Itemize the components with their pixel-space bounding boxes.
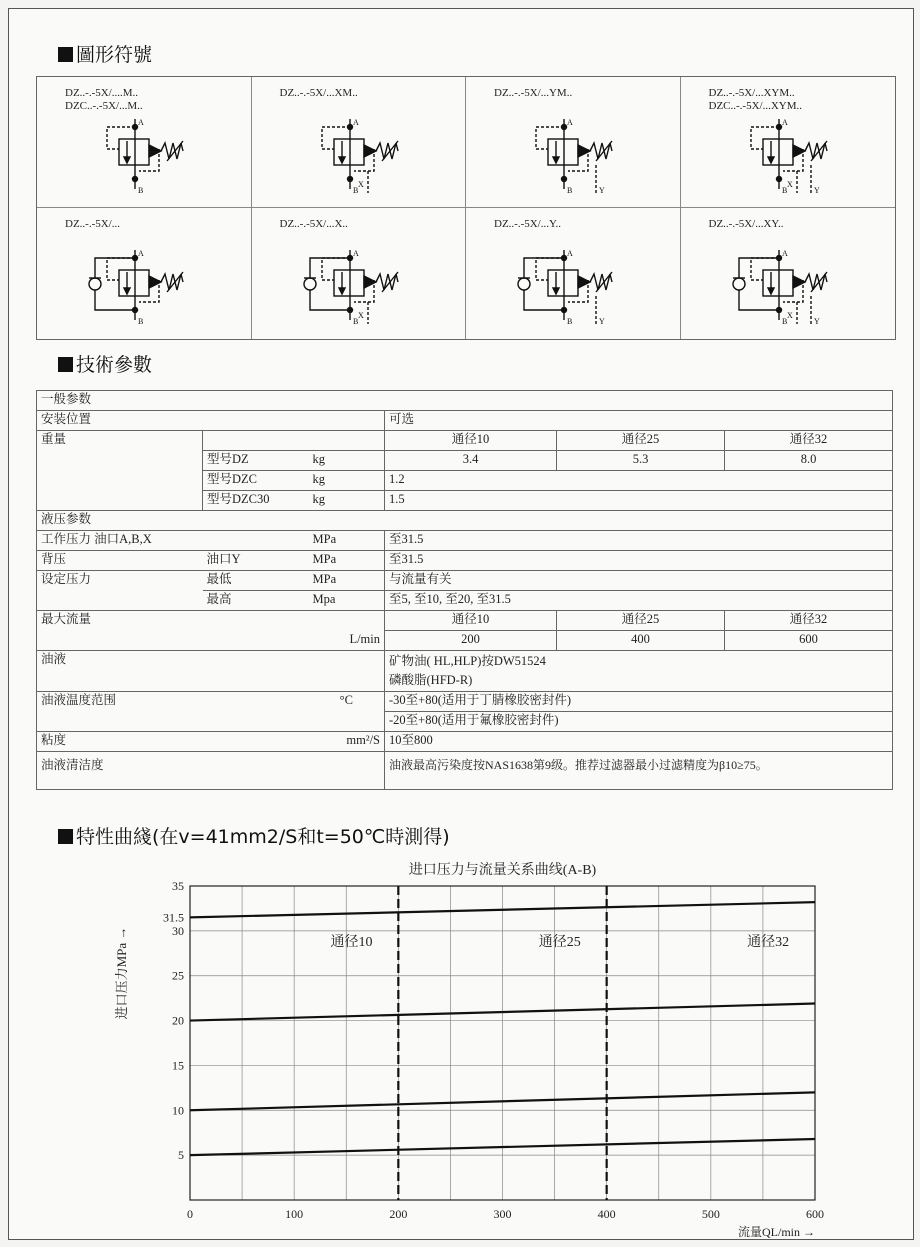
flow-dn32: 通径32 — [725, 611, 893, 631]
spacer-cell — [37, 491, 203, 511]
x-tick-label: 300 — [493, 1207, 512, 1221]
params-table — [36, 390, 893, 790]
y-tick-label: 5 — [178, 1148, 184, 1163]
min-label: 最低 — [203, 571, 309, 591]
spacer-cell — [309, 611, 385, 631]
clean-label: 油液清洁度 — [37, 752, 385, 790]
max-value: 至5, 至10, 至20, 至31.5 — [385, 591, 893, 611]
svg-text:B: B — [781, 186, 787, 195]
region-label: 通径25 — [538, 935, 581, 951]
symbol-cell — [681, 208, 896, 339]
fluid-label: 油液 — [37, 651, 385, 692]
spacer-cell — [309, 712, 385, 732]
flow-dn25: 通径25 — [557, 611, 725, 631]
temp-value-1: -30至+80(适用于丁腈橡胶密封件) — [385, 692, 893, 712]
symbol-cell — [252, 208, 467, 339]
viscosity-label: 粘度 — [37, 732, 203, 752]
y-tick-label: 31.5 — [163, 910, 184, 925]
symbol-label: DZ..-.-5X/...YM.. — [494, 87, 573, 99]
spacer-cell — [203, 611, 309, 631]
weight-dz-25: 5.3 — [557, 451, 725, 471]
spacer-cell — [203, 431, 309, 451]
unit-mpa: MPa — [309, 551, 385, 571]
weight-label: 重量 — [37, 431, 203, 451]
unit-kg: kg — [309, 471, 385, 491]
svg-text:X: X — [786, 311, 793, 320]
spacer-cell — [37, 712, 203, 732]
svg-text:A: A — [567, 249, 573, 258]
weight-dzc30: 1.5 — [385, 491, 893, 511]
pressure-flow-chart — [110, 858, 840, 1238]
spacer-cell — [37, 451, 203, 471]
svg-text:X: X — [786, 180, 793, 189]
max-flow-label: 最大流量 — [37, 611, 203, 631]
valve-symbol-icon — [731, 244, 851, 334]
flow-32: 600 — [725, 631, 893, 651]
port-y-label: 油口Y — [203, 551, 309, 571]
work-pressure-label: 工作压力 油口A,B,X — [37, 531, 309, 551]
svg-text:A: A — [781, 118, 788, 127]
max-label: 最高 — [203, 591, 309, 611]
model-dzc: 型号DZC — [203, 471, 309, 491]
svg-text:Y: Y — [813, 186, 820, 195]
symbol-label: DZ..-.-5X/...X.. — [279, 218, 348, 230]
symbol-label: DZ..-.-5X/...XYM.. DZC..-.-5X/...XYM.. — [708, 87, 802, 112]
unit-degc: °C — [309, 692, 385, 712]
x-tick-label: 500 — [701, 1207, 720, 1221]
y-tick-label: 35 — [172, 879, 184, 893]
symbol-cell — [37, 77, 252, 208]
unit-mpa: MPa — [309, 571, 385, 591]
y-tick-label: 25 — [172, 968, 184, 983]
mount-value: 可选 — [385, 411, 893, 431]
y-tick-label: 20 — [172, 1013, 184, 1028]
curve-heading — [58, 822, 450, 849]
square-bullet-icon — [58, 829, 73, 844]
svg-text:A: A — [138, 118, 144, 127]
temp-label: 油液温度范围 — [37, 692, 203, 712]
curve-heading-text: 特性曲綫(在v=41mm2/S和t=50℃時測得) — [76, 826, 450, 848]
x-tick-label: 100 — [285, 1207, 304, 1221]
svg-text:Y: Y — [599, 317, 605, 326]
spacer-cell — [203, 631, 309, 651]
weight-dz-32: 8.0 — [725, 451, 893, 471]
spacer-cell — [203, 732, 309, 752]
hydraulic-row: 液压参数 — [37, 511, 893, 531]
svg-text:B: B — [138, 317, 144, 326]
symbol-cell — [37, 208, 252, 339]
temp-value-2: -20至+80(适用于氟橡胶密封件) — [385, 712, 893, 732]
symbol-label: DZ..-.-5X/....M.. DZC..-.-5X/...M.. — [65, 87, 143, 112]
unit-lmin: L/min — [309, 631, 385, 651]
svg-text:X: X — [357, 180, 364, 189]
y-axis-label: 进口压力MPa → — [114, 926, 129, 1020]
spacer-cell — [203, 712, 309, 732]
work-pressure-value: 至31.5 — [385, 531, 893, 551]
region-label: 通径10 — [330, 935, 373, 951]
set-pressure-label: 设定压力 — [37, 571, 203, 591]
mount-label: 安装位置 — [37, 411, 385, 431]
y-tick-label: 10 — [172, 1103, 184, 1118]
spacer-cell — [37, 591, 203, 611]
svg-text:B: B — [352, 186, 358, 195]
spacer-cell — [203, 692, 309, 712]
spacer-cell — [309, 431, 385, 451]
svg-text:A: A — [352, 249, 359, 258]
viscosity-value: 10至800 — [385, 732, 893, 752]
valve-symbol-icon — [302, 113, 422, 203]
symbol-cell — [252, 77, 467, 208]
weight-dn25: 通径25 — [557, 431, 725, 451]
model-dz: 型号DZ — [203, 451, 309, 471]
x-tick-label: 400 — [597, 1207, 616, 1221]
valve-symbol-icon — [516, 244, 636, 334]
square-bullet-icon — [58, 47, 73, 62]
general-row: 一般参数 — [37, 391, 893, 411]
back-pressure-label: 背压 — [37, 551, 203, 571]
params-heading — [58, 350, 152, 377]
flow-10: 200 — [385, 631, 557, 651]
clean-value: 油液最高污染度按NAS1638第9级。推荐过滤器最小过滤精度为β10≥75。 — [385, 752, 893, 790]
symbol-cell — [466, 208, 681, 339]
svg-text:X: X — [357, 311, 364, 320]
svg-text:Y: Y — [813, 317, 820, 326]
valve-symbol-icon — [87, 244, 207, 334]
x-tick-label: 0 — [187, 1207, 193, 1221]
back-pressure-value: 至31.5 — [385, 551, 893, 571]
svg-text:B: B — [567, 186, 573, 195]
svg-text:Y: Y — [599, 186, 605, 195]
symbol-cell — [681, 77, 896, 208]
valve-symbol-icon — [87, 113, 207, 203]
flow-dn10: 通径10 — [385, 611, 557, 631]
svg-text:B: B — [138, 186, 144, 195]
spacer-cell — [37, 471, 203, 491]
square-bullet-icon — [58, 357, 73, 372]
weight-dn10: 通径10 — [385, 431, 557, 451]
symbol-cell — [466, 77, 681, 208]
symbols-heading — [58, 40, 152, 67]
valve-symbol-icon — [731, 113, 851, 203]
x-tick-label: 200 — [389, 1207, 408, 1221]
params-heading-text: 技術參數 — [76, 354, 153, 376]
svg-text:B: B — [352, 317, 358, 326]
svg-text:B: B — [781, 317, 787, 326]
weight-dz-10: 3.4 — [385, 451, 557, 471]
svg-text:A: A — [352, 118, 359, 127]
fluid-value-1: 矿物油( HL,HLP)按DW51524 — [389, 654, 546, 668]
symbol-label: DZ..-.-5X/... — [65, 218, 120, 230]
fluid-value — [385, 651, 893, 692]
y-tick-label: 15 — [172, 1058, 184, 1073]
flow-25: 400 — [557, 631, 725, 651]
symbol-label: DZ..-.-5X/...Y.. — [494, 218, 562, 230]
symbol-label: DZ..-.-5X/...XM.. — [279, 87, 358, 99]
svg-text:A: A — [138, 249, 144, 258]
svg-text:A: A — [781, 249, 788, 258]
symbol-grid — [36, 76, 896, 340]
y-tick-label: 30 — [172, 923, 184, 938]
symbol-label: DZ..-.-5X/...XY.. — [708, 218, 784, 230]
unit-kg: kg — [309, 491, 385, 511]
model-dzc30: 型号DZC30 — [203, 491, 309, 511]
weight-dzc: 1.2 — [385, 471, 893, 491]
x-tick-label: 600 — [806, 1207, 824, 1221]
unit-kg: kg — [309, 451, 385, 471]
svg-text:B: B — [567, 317, 573, 326]
valve-symbol-icon — [516, 113, 636, 203]
fluid-value-2: 磷酸脂(HFD-R) — [389, 673, 473, 687]
min-value: 与流量有关 — [385, 571, 893, 591]
symbols-heading-text: 圖形符號 — [76, 44, 153, 66]
x-axis-label: 流量QL/min → — [738, 1225, 815, 1238]
region-label: 通径32 — [747, 935, 790, 951]
svg-text:A: A — [567, 118, 573, 127]
valve-symbol-icon — [302, 244, 422, 334]
unit-mpa-lower: Mpa — [309, 591, 385, 611]
unit-mpa: MPa — [309, 531, 385, 551]
unit-mm2s: mm²/S — [309, 732, 385, 752]
weight-dn32: 通径32 — [725, 431, 893, 451]
chart-title: 进口压力与流量关系曲线(A-B) — [408, 863, 597, 878]
spacer-cell — [37, 631, 203, 651]
